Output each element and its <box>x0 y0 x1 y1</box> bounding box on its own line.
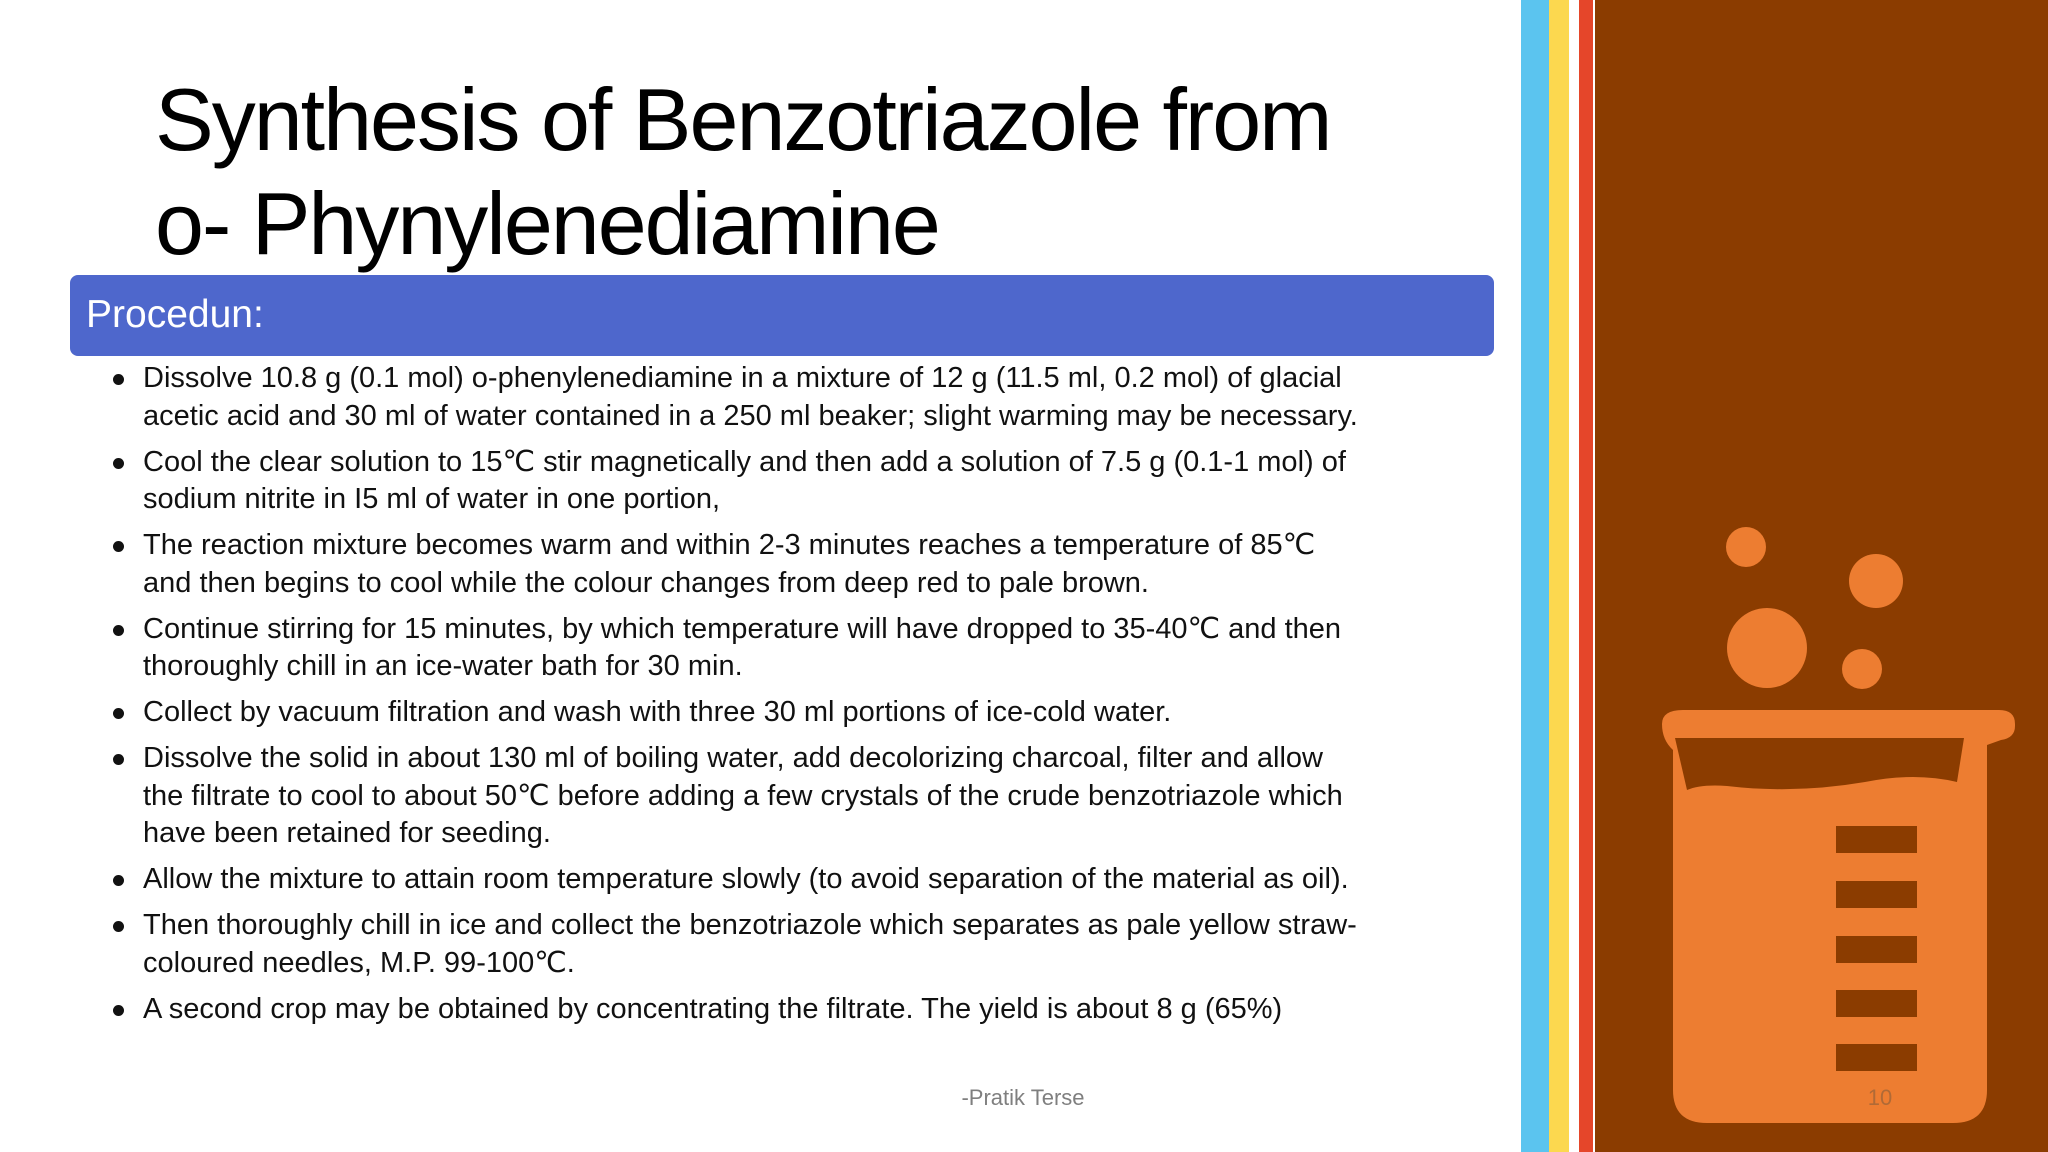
bullet-item <box>110 444 1500 519</box>
bullet-dot-icon <box>113 625 124 636</box>
footer-author: -Pratik Terse <box>961 1085 1085 1110</box>
title-line-2: o- Phynylenediamine <box>155 174 939 273</box>
section-header-label: Procedun: <box>86 293 264 336</box>
bullet-line: have been retained for seeding. <box>143 817 551 849</box>
bullet-line: Then thoroughly chill in ice and collect the benzotriazole which separates as pale yellow straw- <box>143 909 1357 941</box>
page-number: 10 <box>1867 1085 1893 1110</box>
section-header-bar <box>70 275 1494 356</box>
bullet-line: acetic acid and 30 ml of water contained in a 250 ml beaker; slight warming may be necessary. <box>143 399 1358 432</box>
bullet-item <box>110 861 1500 899</box>
bullet-item <box>110 360 1500 435</box>
bullet-dot-icon <box>113 754 124 765</box>
decorative-stripe-yellow <box>1549 0 1569 1152</box>
bullet-line: Collect by vacuum filtration and wash with three 30 ml portions of ice-cold water. <box>143 696 1172 728</box>
bullet-dot-icon <box>113 921 124 932</box>
bullet-item <box>110 991 1500 1029</box>
bubble-small-top <box>1726 527 1766 567</box>
bullet-line: coloured needles, M.P. 99-100℃. <box>143 946 575 979</box>
bullet-line: Dissolve the solid in about 130 ml of boiling water, add decolorizing charcoal, filter and allow <box>143 742 1323 774</box>
decorative-stripe-white <box>1569 0 1579 1152</box>
bullet-line: and then begins to cool while the colour changes from deep red to pale brown. <box>143 566 1149 599</box>
decorative-stripe-red <box>1579 0 1593 1152</box>
bubble-medium-right <box>1849 554 1903 608</box>
bubble-large <box>1727 608 1807 688</box>
bullet-line: the filtrate to cool to about 50℃ before adding a few crystals of the crude benzotriazole which <box>143 779 1343 812</box>
bullet-line: Continue stirring for 15 minutes, by which temperature will have dropped to 35-40℃ and then <box>143 612 1342 645</box>
bullet-item <box>110 694 1500 732</box>
bullet-dot-icon <box>113 458 124 469</box>
bullet-line: Allow the mixture to attain room temperature slowly (to avoid separation of the material as oil). <box>143 863 1349 895</box>
title-line-1: Synthesis of Benzotriazole from <box>155 70 1331 169</box>
bullet-dot-icon <box>113 708 124 719</box>
decorative-stripe-blue <box>1521 0 1549 1152</box>
bullet-line: The reaction mixture becomes warm and within 2-3 minutes reaches a temperature of 85℃ <box>143 529 1316 561</box>
bullet-item <box>110 740 1500 853</box>
bullet-line: A second crop may be obtained by concentrating the filtrate. The yield is about 8 g (65%) <box>143 992 1283 1025</box>
procedure-bullet-list <box>110 360 1500 1037</box>
bubble-small-right <box>1842 649 1882 689</box>
bullet-dot-icon <box>113 1005 124 1016</box>
bullet-line: Cool the clear solution to 15℃ stir magnetically and then add a solution of 7.5 g (0.1-1 mol) of <box>143 445 1346 478</box>
bullet-item <box>110 611 1500 686</box>
bullet-dot-icon <box>113 374 124 385</box>
bullet-line: Dissolve 10.8 g (0.1 mol) o-phenylenediamine in a mixture of 12 g (11.5 ml, 0.2 mol) of glacial <box>143 362 1342 394</box>
bullet-item <box>110 907 1500 982</box>
beaker-bubbles-icon <box>1595 0 2048 1152</box>
slide-title <box>155 68 1485 276</box>
bullet-item <box>110 527 1500 602</box>
bullet-dot-icon <box>113 875 124 886</box>
bullet-line: sodium nitrite in I5 ml of water in one portion, <box>143 483 721 515</box>
bullet-line: thoroughly chill in an ice-water bath for 30 min. <box>143 650 743 682</box>
bullet-dot-icon <box>113 541 124 552</box>
